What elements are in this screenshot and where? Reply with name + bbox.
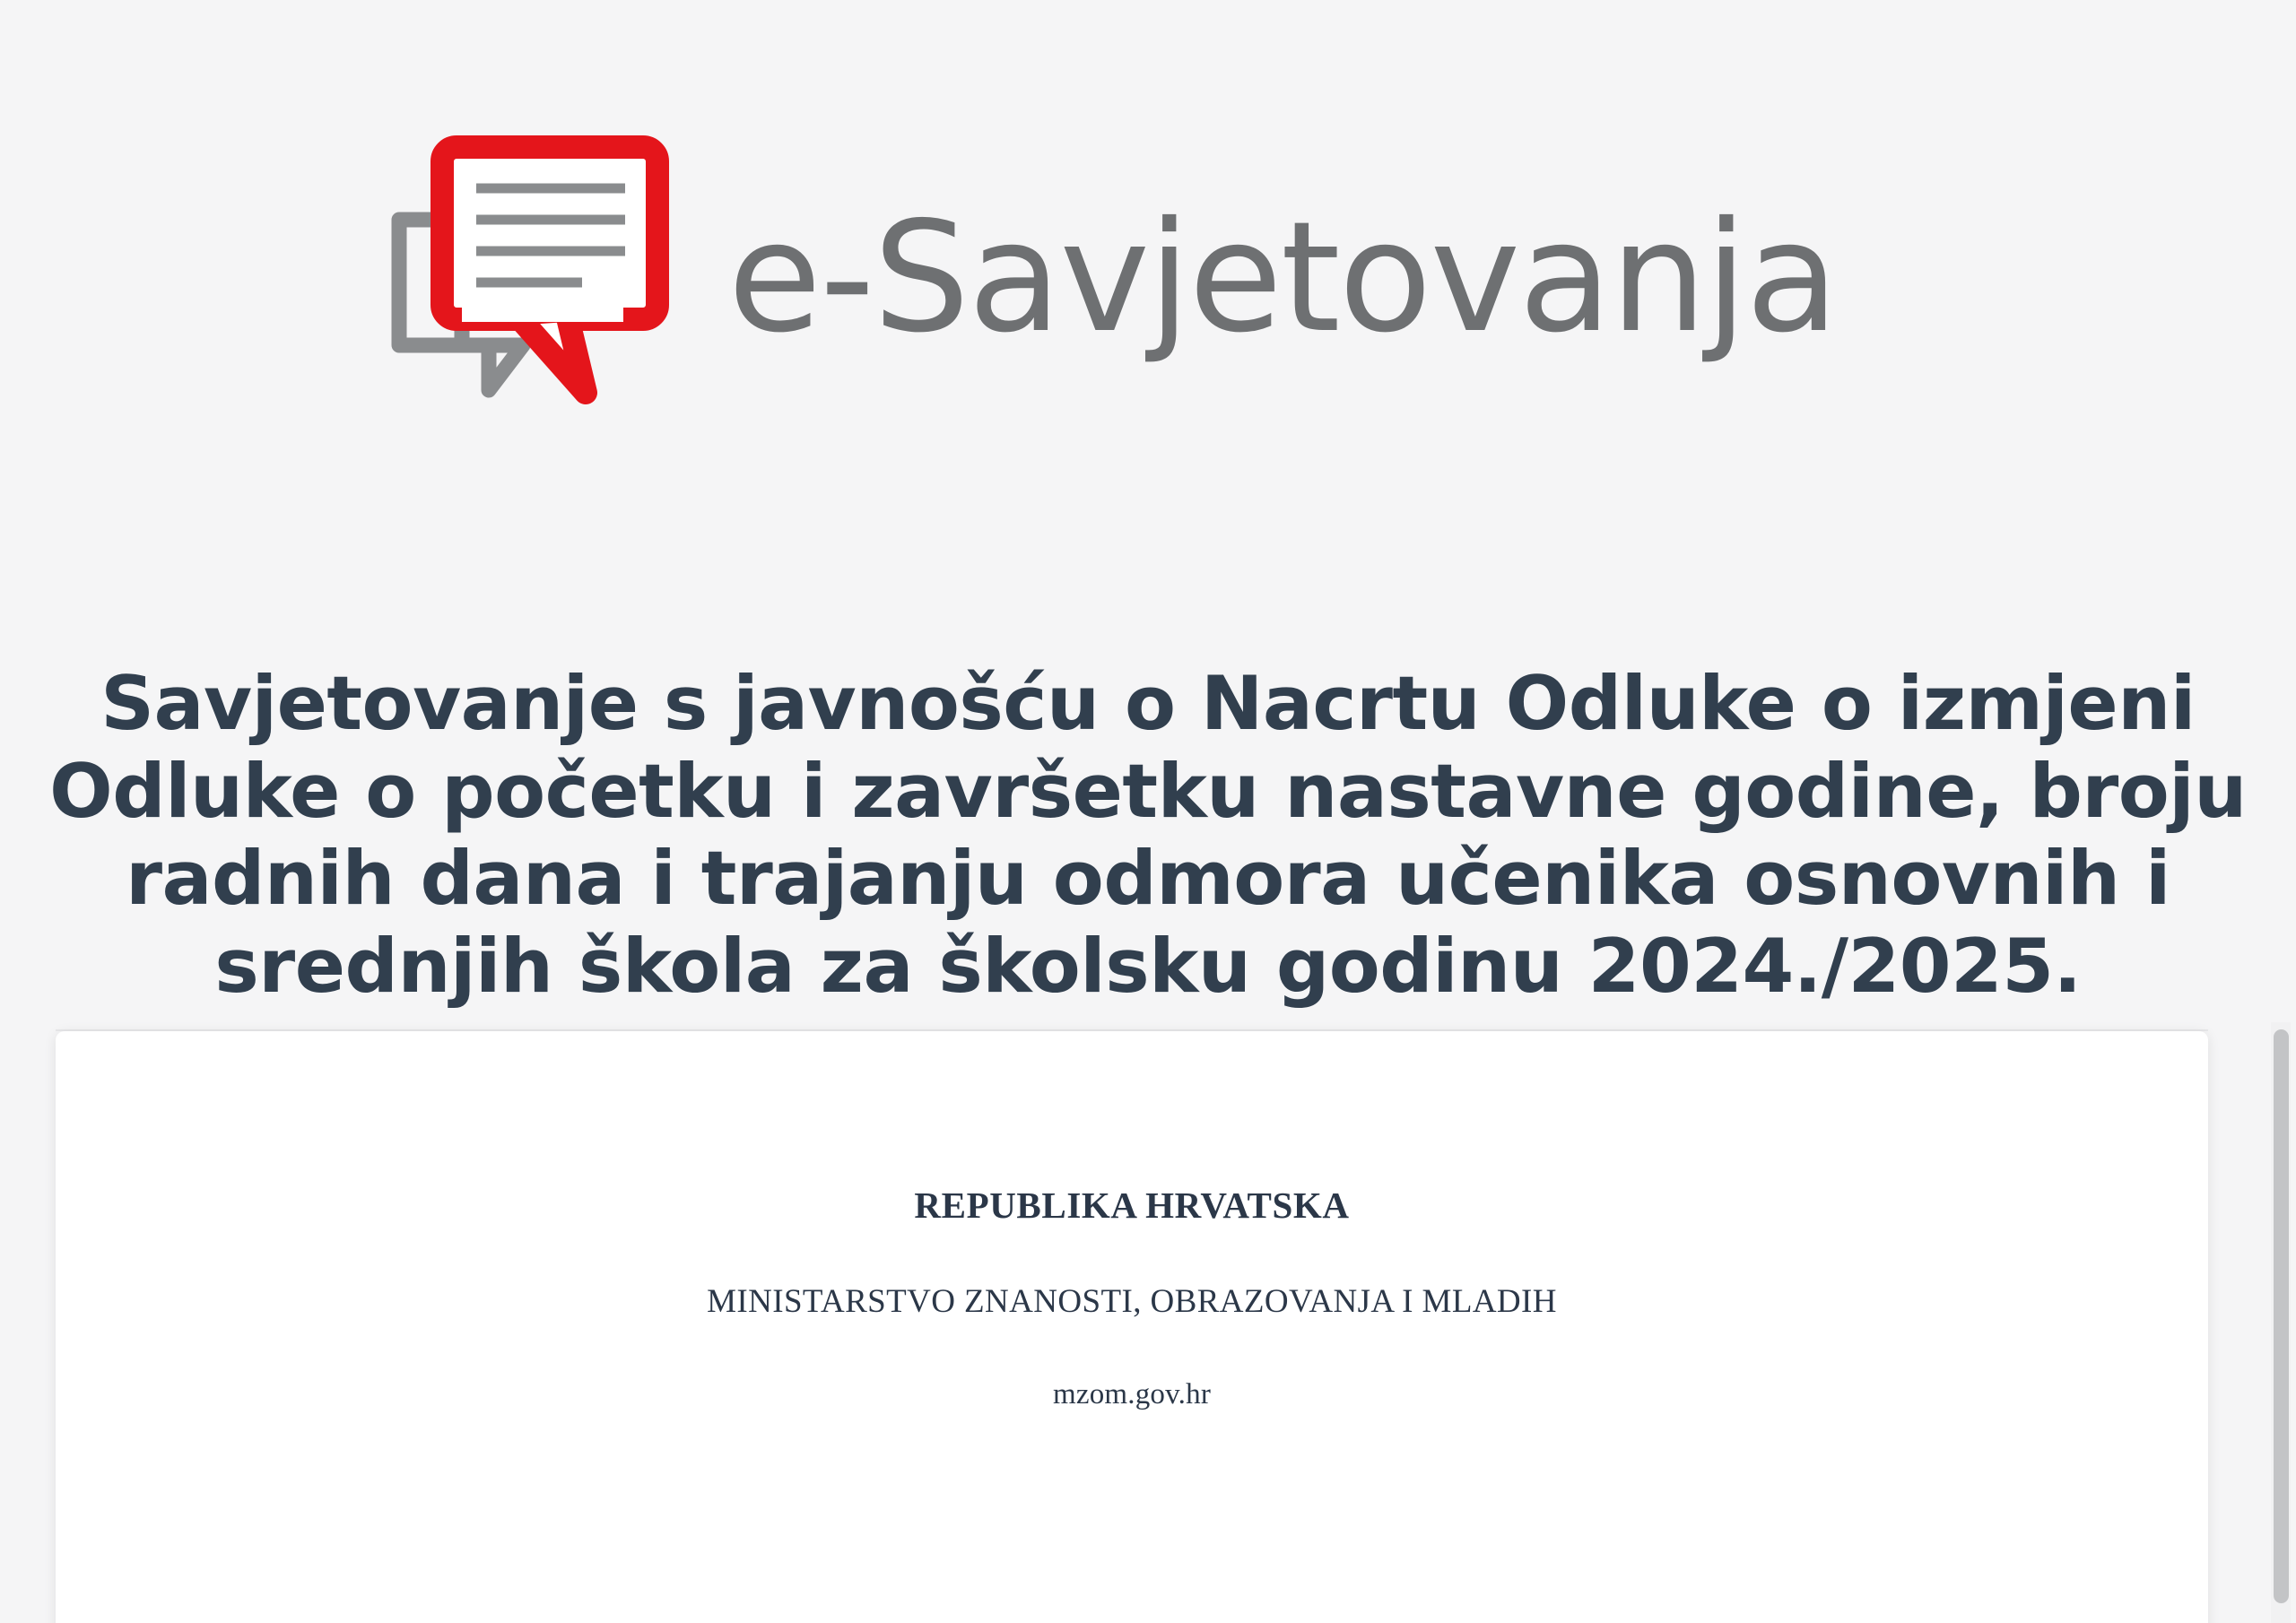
vertical-scrollbar-thumb[interactable] — [2274, 1029, 2289, 1603]
document-preview — [56, 1031, 2208, 1623]
document-heading-ministry: MINISTARSTVO ZNANOSTI, OBRAZOVANJA I MLADIH — [707, 1283, 1557, 1320]
page-title: Savjetovanje s javnošću o Nacrtu Odluke o izmjeni Odluke o početku i završetku nastavne godine, broju radnih dana i trajanju odmora učenika osnovnih i srednjih škola za školsku godinu 2024./2025. — [49, 659, 2247, 1011]
speech-bubble-document-icon — [390, 135, 704, 421]
site-logo[interactable] — [0, 135, 2296, 421]
document-heading-country: REPUBLIKA HRVATSKA — [914, 1185, 1350, 1226]
logo-wordmark: e-Savjetovanja — [727, 189, 1838, 367]
document-website: mzom.gov.hr — [1052, 1378, 1212, 1410]
